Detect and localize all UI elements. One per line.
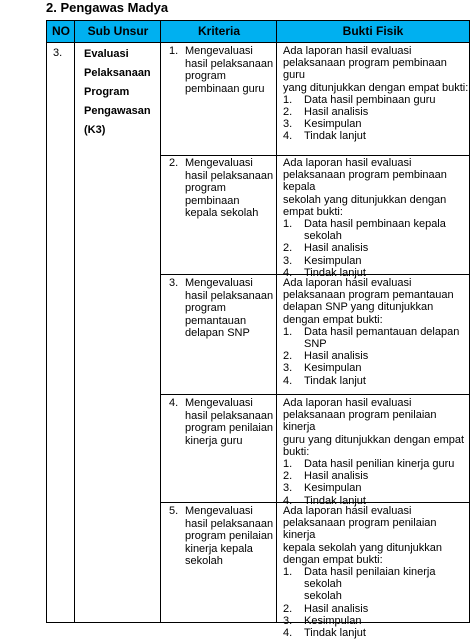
bukti-list xyxy=(283,94,471,143)
criteria-line: hasil pelaksanaan xyxy=(185,517,274,530)
bukti-item-line: Hasil analisis xyxy=(304,350,369,363)
criteria-line: program xyxy=(185,302,226,315)
bukti-fisik-cell xyxy=(283,277,471,387)
bukti-item-number: 2. xyxy=(283,602,293,615)
bukti-item-number: 2. xyxy=(283,470,293,483)
bukti-item-number: 2. xyxy=(283,106,293,119)
sub-unsur-line: Pengawasan xyxy=(84,105,151,117)
bukti-item-line: Data hasil pembinaan kepala xyxy=(304,218,446,231)
bukti-intro-line: Ada laporan hasil evaluasi xyxy=(283,45,412,57)
header-sub-unsur: Sub Unsur xyxy=(87,24,149,38)
bukti-intro-line: kepala sekolah yang ditunjukkan xyxy=(283,541,443,554)
bukti-item-line: Tindak lanjut xyxy=(304,130,366,143)
criteria-line: program penilaian xyxy=(185,530,274,543)
bukti-item-line: Kesimpulan xyxy=(304,254,362,267)
bukti-fisik-cell xyxy=(283,505,471,639)
bukti-list-item xyxy=(283,326,471,350)
criteria-line: hasil pelaksanaan xyxy=(185,169,274,182)
bukti-item-line: Tindak lanjut xyxy=(304,374,366,387)
bukti-item-number: 2. xyxy=(283,242,293,255)
bukti-intro xyxy=(283,397,471,458)
bukti-item-number: 3. xyxy=(283,118,293,131)
column-divider xyxy=(160,21,161,622)
criteria-line: Mengevaluasi xyxy=(185,277,253,289)
bukti-list-item xyxy=(283,242,471,254)
column-divider xyxy=(74,21,75,622)
bukti-list-item xyxy=(283,106,471,118)
bukti-intro-line: pelaksanaan program penilaian kinerja xyxy=(283,517,437,542)
bukti-item-number: 2. xyxy=(283,350,293,363)
header-bukti-fisik: Bukti Fisik xyxy=(342,24,404,38)
bukti-item-line: Data hasil penilian kinerja guru xyxy=(304,458,455,471)
criteria-line: kinerja guru xyxy=(185,434,243,447)
bukti-item-number: 1. xyxy=(283,325,293,338)
sub-unsur-line: Program xyxy=(84,86,130,98)
bukti-item-number: 4. xyxy=(283,627,293,639)
bukti-intro-line: bukti: xyxy=(283,445,310,458)
header-no: NO xyxy=(52,24,70,38)
bukti-intro-line: Ada laporan hasil evaluasi xyxy=(283,277,412,289)
bukti-item-line: Kesimpulan xyxy=(304,482,362,495)
bukti-fisik-cell xyxy=(283,157,471,279)
bukti-list-item xyxy=(283,118,471,130)
bukti-item-number: 3. xyxy=(283,614,293,627)
bukti-fisik-cell xyxy=(283,45,471,143)
bukti-item-line: Hasil analisis xyxy=(304,106,369,119)
table-header xyxy=(47,21,469,43)
bukti-item-line: Tindak lanjut xyxy=(304,627,366,639)
bukti-item-line: Kesimpulan xyxy=(304,118,362,131)
bukti-item-number: 1. xyxy=(283,566,293,579)
criteria-line: pembinaan xyxy=(185,194,240,207)
evaluation-table xyxy=(46,20,470,639)
bukti-intro xyxy=(283,505,471,566)
bukti-fisik-cell xyxy=(283,397,471,507)
bukti-item-line: SNP xyxy=(304,338,327,351)
bukti-list-item xyxy=(283,218,471,242)
bukti-item-line: sekolah xyxy=(304,590,342,603)
sub-unsur-line: (K3) xyxy=(84,124,106,136)
bukti-list-item xyxy=(283,362,471,374)
bukti-intro-line: sekolah yang ditunjukkan dengan xyxy=(283,193,447,206)
bukti-item-line: Kesimpulan xyxy=(304,362,362,375)
bukti-list-item xyxy=(283,566,471,603)
bukti-item-line: Tindak lanjut xyxy=(304,266,366,279)
criteria-line: sekolah xyxy=(185,555,223,568)
criteria-line: pembinaan guru xyxy=(185,82,265,95)
bukti-item-line: Data hasil pemantauan delapan xyxy=(304,325,460,338)
bukti-list xyxy=(283,458,471,507)
sub-unsur-line: Pelaksanaan xyxy=(84,67,151,79)
criteria-line: Mengevaluasi xyxy=(185,45,253,57)
bukti-intro-line: pelaksanaan program pembinaan guru xyxy=(283,57,447,82)
criteria-line: program xyxy=(185,182,226,195)
bukti-item-number: 4. xyxy=(283,374,293,387)
bukti-list-item xyxy=(283,255,471,267)
bukti-intro xyxy=(283,277,471,326)
criteria-text xyxy=(185,45,277,95)
bukti-item-number: 1. xyxy=(283,93,293,106)
criteria-number: 2. xyxy=(169,157,179,169)
criteria-text xyxy=(185,397,277,447)
bukti-item-line: Tindak lanjut xyxy=(304,494,366,507)
bukti-list-item xyxy=(283,603,471,615)
row-number: 3. xyxy=(53,47,63,59)
bukti-intro-line: delapan SNP yang ditunjukkan xyxy=(283,301,434,314)
bukti-intro xyxy=(283,45,471,94)
bukti-list-item xyxy=(283,470,471,482)
bukti-item-line: Hasil analisis xyxy=(304,602,369,615)
bukti-item-line: Kesimpulan xyxy=(304,614,362,627)
criteria-line: kepala sekolah xyxy=(185,207,259,220)
bukti-list-item xyxy=(283,375,471,387)
criteria-line: pemantauan xyxy=(185,314,247,327)
criteria-number: 4. xyxy=(169,397,179,409)
criteria-line: delapan SNP xyxy=(185,327,250,340)
bukti-list-item xyxy=(283,350,471,362)
criteria-line: hasil pelaksanaan xyxy=(185,409,274,422)
bukti-item-line: sekolah xyxy=(304,230,342,243)
bukti-item-line: Data hasil penilaian kinerja sekolah xyxy=(304,566,436,591)
header-kriteria: Kriteria xyxy=(197,24,241,38)
criteria-number: 5. xyxy=(169,505,179,517)
bukti-intro-line: pelaksanaan program pembinaan kepala xyxy=(283,169,447,194)
bukti-item-number: 4. xyxy=(283,494,293,507)
criteria-text xyxy=(185,277,277,340)
bukti-list xyxy=(283,218,471,279)
bukti-list-item xyxy=(283,130,471,142)
sub-unsur-cell xyxy=(84,45,156,140)
bukti-list-item xyxy=(283,482,471,494)
criteria-line: Mengevaluasi xyxy=(185,505,253,517)
criteria-line: hasil pelaksanaan xyxy=(185,57,274,70)
bukti-item-number: 4. xyxy=(283,130,293,143)
bukti-item-number: 3. xyxy=(283,482,293,495)
bukti-item-line: Hasil analisis xyxy=(304,242,369,255)
bukti-list xyxy=(283,326,471,387)
criteria-text xyxy=(185,505,277,568)
criteria-line: Mengevaluasi xyxy=(185,157,253,169)
bukti-item-line: Hasil analisis xyxy=(304,470,369,483)
criteria-number: 3. xyxy=(169,277,179,289)
sub-unsur-line: Evaluasi xyxy=(84,48,129,60)
row-divider xyxy=(160,394,469,395)
criteria-line: program xyxy=(185,70,226,83)
bukti-item-number: 3. xyxy=(283,362,293,375)
section-title: 2. Pengawas Madya xyxy=(46,0,169,15)
bukti-intro-line: Ada laporan hasil evaluasi xyxy=(283,397,412,409)
bukti-list-item xyxy=(283,615,471,627)
criteria-line: program penilaian xyxy=(185,422,274,435)
bukti-intro-line: dengan empat bukti: xyxy=(283,553,383,566)
bukti-intro-line: yang ditunjukkan dengan empat bukti: xyxy=(283,81,469,94)
bukti-item-line: Data hasil pembinaan guru xyxy=(304,93,436,106)
bukti-item-number: 1. xyxy=(283,218,293,231)
bukti-list-item xyxy=(283,458,471,470)
bukti-list-item xyxy=(283,627,471,639)
bukti-intro-line: Ada laporan hasil evaluasi xyxy=(283,157,412,169)
bukti-intro-line: pelaksanaan program pemantauan xyxy=(283,289,454,302)
bukti-intro xyxy=(283,157,471,218)
bukti-intro-line: pelaksanaan program penilaian kinerja xyxy=(283,409,437,434)
bukti-intro-line: guru yang ditunjukkan dengan empat xyxy=(283,433,465,446)
bukti-intro-line: dengan empat bukti: xyxy=(283,313,383,326)
bukti-item-number: 4. xyxy=(283,266,293,279)
criteria-line: hasil pelaksanaan xyxy=(185,289,274,302)
bukti-item-number: 1. xyxy=(283,458,293,471)
bukti-intro-line: empat bukti: xyxy=(283,205,343,218)
row-divider xyxy=(160,155,469,156)
bukti-item-number: 3. xyxy=(283,254,293,267)
criteria-line: Mengevaluasi xyxy=(185,397,253,409)
bukti-list-item xyxy=(283,94,471,106)
criteria-number: 1. xyxy=(169,45,179,57)
bukti-list xyxy=(283,566,471,639)
criteria-line: kinerja kepala xyxy=(185,542,253,555)
criteria-text xyxy=(185,157,277,220)
bukti-intro-line: Ada laporan hasil evaluasi xyxy=(283,505,412,517)
